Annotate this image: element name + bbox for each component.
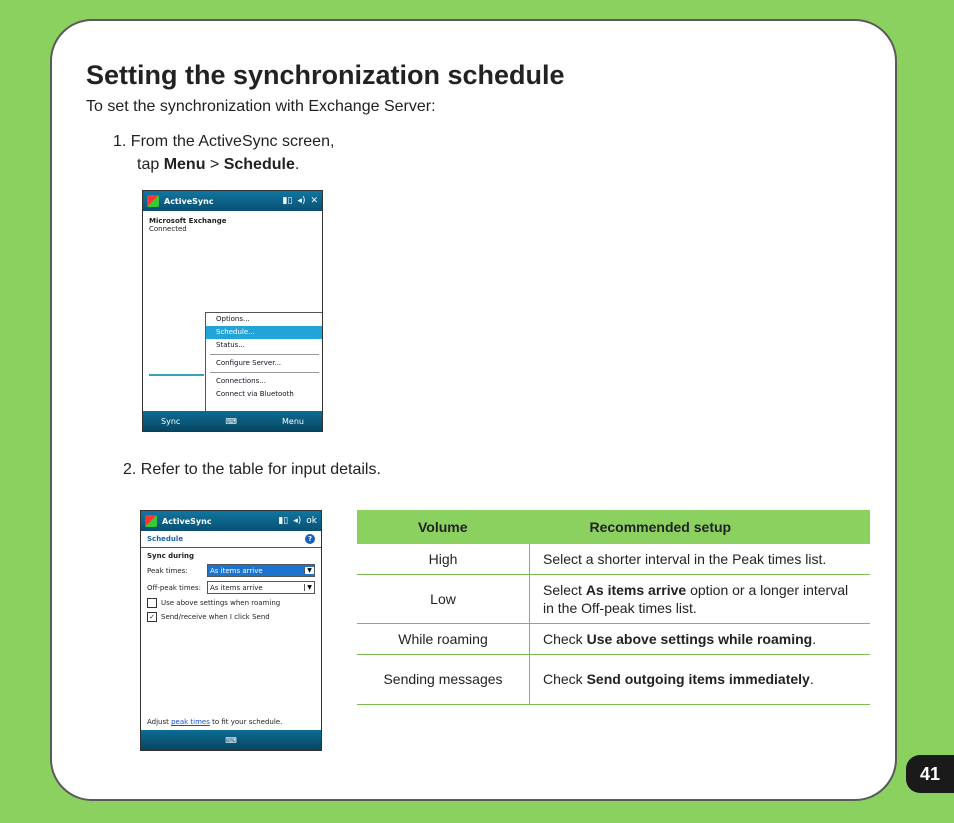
help-icon[interactable]: ? — [305, 534, 315, 544]
app-title: ActiveSync — [162, 516, 212, 526]
gt-symbol: > — [205, 156, 224, 173]
app-title: ActiveSync — [164, 196, 214, 206]
footer-pre: Adjust — [147, 718, 172, 726]
sync-during-label: Sync during — [147, 552, 195, 560]
popup-menu — [205, 312, 323, 413]
table-header-row — [357, 510, 870, 544]
menu-item-status[interactable]: Status... — [216, 341, 245, 349]
table-row — [357, 654, 870, 704]
chevron-down-icon: ▼ — [304, 584, 314, 591]
setup-cell — [530, 544, 871, 574]
setup-text: . — [809, 671, 814, 687]
step-1 — [113, 130, 334, 176]
schedule-keyword: Schedule — [223, 156, 295, 173]
offpeak-label: Off-peak times: — [147, 583, 201, 592]
setup-text: Select — [543, 581, 586, 598]
keyboard-icon[interactable]: ⌨ — [225, 735, 237, 745]
menu-item-connections[interactable]: Connections... — [216, 377, 266, 385]
setup-text: Select a shorter interval in the Peak times list. — [543, 550, 827, 567]
offpeak-value: As items arrive — [210, 583, 263, 592]
divider — [149, 374, 204, 376]
menu-separator — [210, 354, 319, 355]
page-title: Setting the synchronization schedule — [86, 60, 565, 90]
page-number: 41 — [906, 755, 954, 793]
step-1-line: 1. From the ActiveSync screen, — [113, 133, 335, 150]
ok-icon[interactable]: ok — [306, 516, 317, 526]
soft-key-bar — [143, 411, 322, 431]
settings-table — [357, 510, 870, 705]
table-row — [357, 574, 870, 623]
close-icon: ✕ — [310, 196, 318, 206]
send-checkbox[interactable]: ✓ — [147, 612, 157, 622]
soft-key-bar — [141, 730, 321, 750]
roaming-checkbox-row[interactable] — [147, 598, 315, 608]
schedule-footer — [147, 718, 282, 726]
windows-logo-icon — [147, 195, 159, 207]
volume-cell: High — [357, 544, 530, 574]
title-bar — [143, 191, 322, 211]
send-label: Send/receive when I click Send — [161, 613, 270, 621]
windows-logo-icon — [145, 515, 157, 527]
offpeak-row — [147, 581, 315, 594]
signal-icon: ▮▯ — [278, 516, 289, 526]
volume-icon: ◂) — [297, 196, 306, 206]
roaming-label: Use above settings when roaming — [161, 599, 281, 607]
offpeak-times-select[interactable] — [207, 581, 315, 594]
volume-header: Volume — [357, 510, 530, 544]
volume-cell: Sending messages — [357, 654, 530, 704]
keyboard-icon[interactable]: ⌨ — [225, 416, 237, 426]
roaming-checkbox[interactable] — [147, 598, 157, 608]
menu-item-options[interactable]: Options... — [216, 315, 250, 323]
sync-softkey[interactable]: Sync — [161, 416, 181, 426]
menu-keyword: Menu — [163, 156, 206, 173]
peak-value: As items arrive — [210, 566, 263, 575]
menu-separator — [210, 372, 319, 373]
setup-bold: Use above settings while roaming — [586, 630, 813, 647]
volume-cell: Low — [357, 574, 530, 623]
recommended-header: Recommended setup — [530, 510, 871, 544]
setup-text: option or a longer interval in the Off-peak times list. — [543, 581, 849, 616]
menu-item-configure-server[interactable]: Configure Server... — [216, 359, 282, 367]
setup-text: . — [812, 630, 817, 647]
step-2: 2. Refer to the table for input details. — [123, 461, 381, 478]
period: . — [294, 156, 300, 173]
setup-bold: Send outgoing items immediately — [586, 671, 810, 687]
setup-cell — [530, 623, 871, 654]
table-row — [357, 623, 870, 654]
menu-softkey[interactable]: Menu — [282, 416, 304, 426]
schedule-heading: Schedule — [147, 535, 184, 543]
chevron-down-icon: ▼ — [304, 567, 314, 574]
step-1-instruction — [113, 153, 334, 176]
peak-times-select[interactable] — [207, 564, 315, 577]
title-bar — [141, 511, 321, 531]
account-name: Microsoft Exchange — [149, 217, 227, 225]
table-row — [357, 544, 870, 574]
connection-status: Connected — [149, 225, 187, 233]
intro-text: To set the synchronization with Exchange Server: — [86, 98, 436, 115]
setup-cell — [530, 654, 871, 704]
peak-times-link[interactable]: peak times — [171, 718, 210, 726]
peak-row — [147, 564, 315, 577]
activesync-menu-screenshot — [142, 190, 323, 432]
setup-bold: As items arrive — [585, 581, 687, 598]
setup-cell — [530, 574, 871, 623]
setup-text: Check — [543, 630, 587, 647]
menu-item-connect-bluetooth[interactable]: Connect via Bluetooth — [216, 390, 294, 398]
schedule-header — [141, 531, 321, 548]
schedule-screenshot — [140, 510, 322, 751]
send-checkbox-row[interactable] — [147, 612, 315, 622]
tap-text: tap — [137, 156, 164, 173]
volume-icon: ◂) — [293, 516, 302, 526]
volume-cell: While roaming — [357, 623, 530, 654]
footer-post: to fit your schedule. — [209, 718, 283, 726]
menu-item-schedule[interactable]: Schedule... — [206, 326, 323, 339]
signal-icon: ▮▯ — [282, 196, 293, 206]
setup-text: Check — [543, 671, 587, 687]
peak-label: Peak times: — [147, 566, 188, 575]
